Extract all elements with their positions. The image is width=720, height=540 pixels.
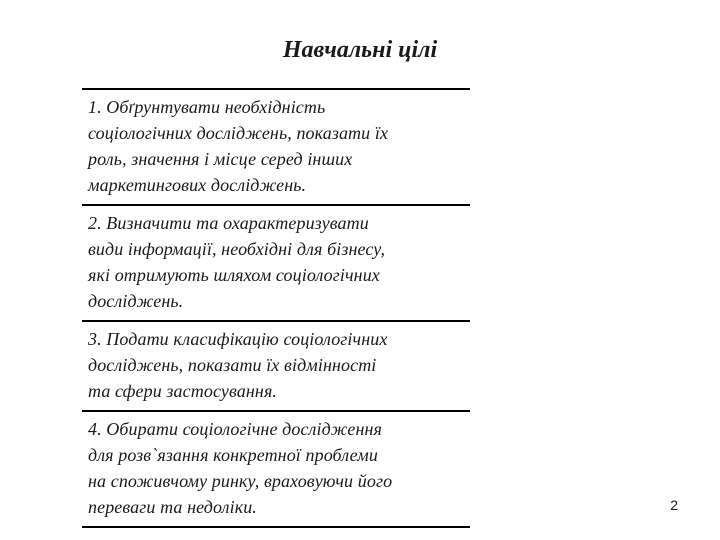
- page-number: 2: [670, 497, 678, 513]
- goal-text-line: види інформації, необхідні для бізнесу,: [88, 239, 386, 259]
- goal-text-line: 4. Обирати соціологічне дослідження: [88, 419, 383, 439]
- goal-text-line: 3. Подати класифікацію соціологічних: [88, 329, 388, 349]
- goal-text-line: маркетингових досліджень.: [88, 175, 307, 195]
- goal-text-line: для розв`язання конкретної проблеми: [88, 445, 378, 465]
- goal-item-2: [82, 204, 470, 320]
- goal-text-line: досліджень.: [88, 291, 184, 311]
- goal-text-line: переваги та недоліки.: [88, 497, 257, 517]
- goal-text-line: 1. Обґрунтувати необхідність: [88, 97, 326, 117]
- goal-text-line: та сфери застосування.: [88, 381, 278, 401]
- goal-item-3: [82, 320, 470, 410]
- goal-text-line: на споживчому ринку, враховуючи його: [88, 471, 393, 491]
- goal-text-line: які отримують шляхом соціологічних: [88, 265, 380, 285]
- goals-table: [82, 88, 470, 528]
- goal-item-4: [82, 410, 470, 526]
- goal-text-line: досліджень, показати їх відмінності: [88, 355, 377, 375]
- goal-text-line: 2. Визначити та охарактеризувати: [88, 213, 369, 233]
- slide-title: Навчальні цілі: [282, 37, 438, 63]
- goal-text-line: роль, значення і місце серед інших: [88, 149, 353, 169]
- goal-text-line: соціологічних досліджень, показати їх: [88, 123, 389, 143]
- goal-item-1: [82, 90, 470, 204]
